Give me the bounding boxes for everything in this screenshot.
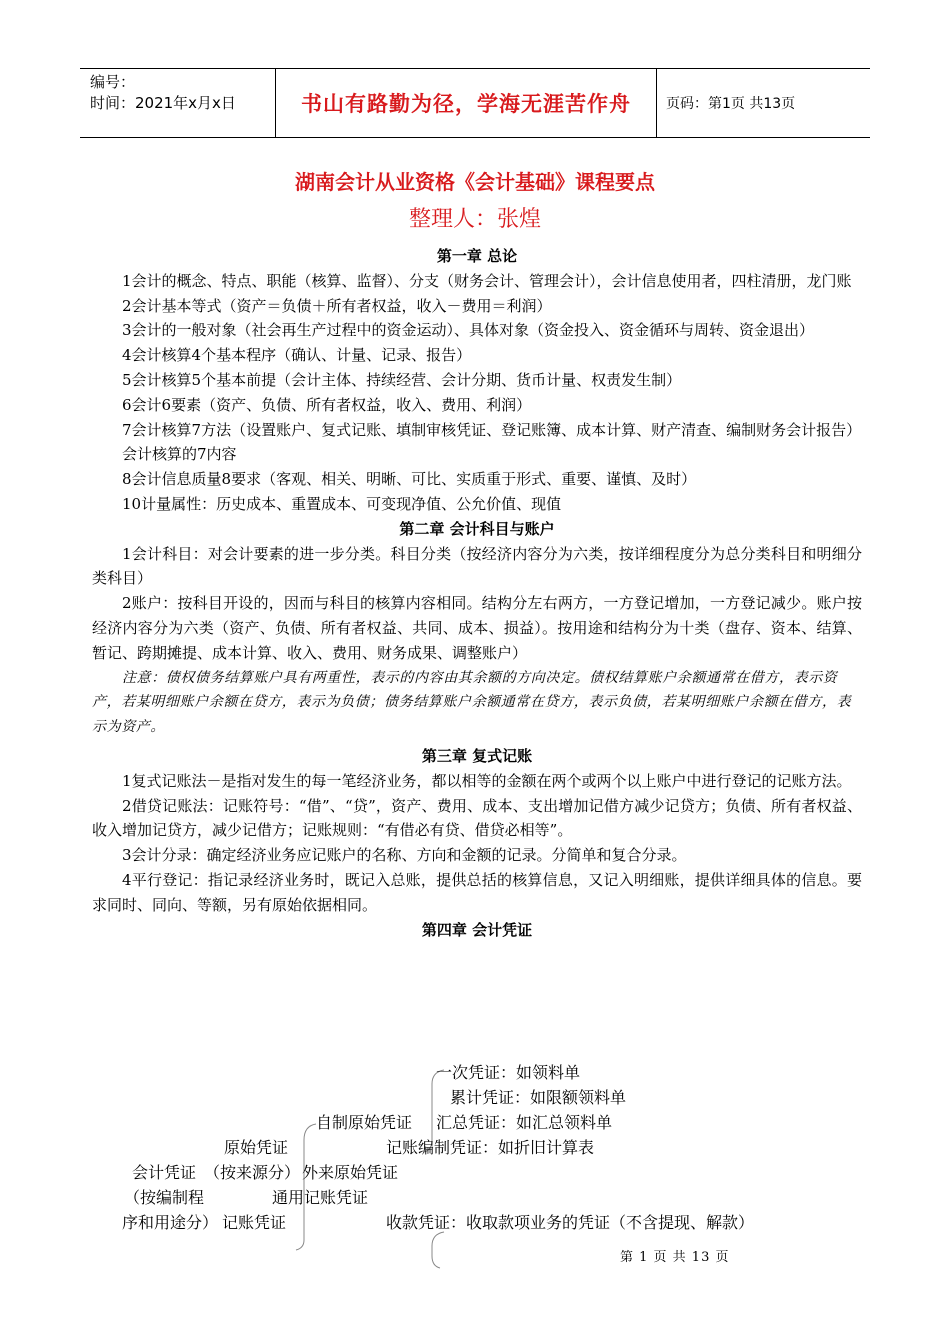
self-made-voucher: 自制原始凭证 [316,1113,413,1132]
general-voucher: 通用记账凭证 [272,1188,369,1207]
header-meta [80,69,276,137]
by-source-label: （按来源分） [204,1163,301,1182]
paragraph: 会计核算的7内容 [122,445,237,464]
document-body [92,244,862,942]
paragraph: 4平行登记：指记录经济业务时，既记入总账，提供总括的核算信息，又记入明细账，提供详细具体的信息。要求同时、同向、等额，另有原始依据相同。 [92,870,862,914]
receipt-voucher: 收款凭证：收取款项业务的凭证（不含提现、解款） [386,1213,755,1232]
paragraph: 2会计基本等式（资产＝负债＋所有者权益，收入－费用＝利润） [122,296,552,315]
paragraph: 8会计信息质量8要求（客观、相关、明晰、可比、实质重于形式、重要、谨慎、及时） [122,470,697,489]
bracket-self-made [424,1070,444,1152]
paragraph: 10计量属性：历史成本、重置成本、可变现净值、公允价值、现值 [122,494,562,513]
paragraph: 4会计核算4个基本程序（确认、计量、记录、报告） [122,346,472,365]
root-label-line-2: （按编制程 [124,1188,205,1207]
time-label: 时间：2021年x月x日 [90,94,236,112]
root-label-line-3: 序和用途分） [122,1213,219,1232]
page-header [80,68,870,138]
bookkeeping-prep-voucher: 记账编制凭证：如折旧计算表 [386,1138,595,1157]
paragraph: 2账户：按科目开设的，因而与科目的核算内容相同。结构分左右两方，一方登记增加，一方登记减少。账户按经济内容分为六类（资产、负债、所有者权益、共同、成本、损益）。按用途和结构分为十类（盘存、资本、结算、暂记、跨期摊提、成本计算、收入、费用、财务成果、调整账户） [92,594,862,662]
paragraph: 7会计核算7方法（设置账户、复式记账、填制审核凭证、登记账簿、成本计算、财产清查、编制财务会计报告） [122,420,862,439]
document-author: 整理人：张煌 [408,207,541,232]
paragraph: 3会计分录：确定经济业务应记账户的名称、方向和金额的记录。分简单和复合分录。 [122,846,687,865]
original-voucher: 原始凭证 [224,1138,289,1157]
recording-voucher: 记账凭证 [222,1213,287,1232]
page-footer: 第 1 页 共 13 页 [620,1250,730,1265]
paragraph: 3会计的一般对象（社会再生产过程中的资金运动）、具体对象（资金投入、资金循环与周转、资金退出） [122,321,815,340]
bracket-original [296,1124,316,1250]
summary-voucher: 汇总凭证：如汇总领料单 [436,1113,613,1132]
document-title: 湖南会计从业资格《会计基础》课程要点 [295,170,655,194]
paragraph: 6会计6要素（资产、负债、所有者权益，收入、费用、利润） [122,395,532,414]
paragraph: 1会计的概念、特点、职能（核算、监督）、分支（财务会计、管理会计），会计信息使用者，四柱清册，龙门账 [122,271,852,290]
external-voucher: 外来原始凭证 [302,1163,399,1182]
chapter-2-title: 第二章 会计科目与账户 [399,519,555,538]
header-page-info: 页码：第1页 共13页 [666,96,796,112]
chapter-1-title: 第一章 总论 [436,247,518,265]
root-label-line-1: 会计凭证 [132,1163,197,1182]
chapter-4-title: 第四章 会计凭证 [421,920,533,939]
paragraph: 2借贷记账法：记账符号：“借”、“贷”，资产、费用、成本、支出增加记借方减少记贷方；负债、所有者权益、收入增加记贷方，减少记借方；记账规则：“有借必有贷、借贷必相等”。 [92,796,862,840]
bracket-recording [432,1232,444,1268]
cumulative-voucher: 累计凭证：如限额领料单 [450,1088,627,1107]
number-label: 编号： [90,73,136,91]
one-time-voucher: 一次凭证：如领料单 [436,1063,581,1082]
paragraph: 1会计科目：对会计要素的进一步分类。科目分类（按经济内容分为六类，按详细程度分为总分类科目和明细分类科目） [92,544,862,588]
paragraph: 1复式记账法－是指对发生的每一笔经济业务，都以相等的金额在两个或两个以上账户中进行登记的记账方法。 [122,771,852,790]
paragraph: 5会计核算5个基本前提（会计主体、持续经营、会计分期、货币计量、权责发生制） [122,370,682,389]
note-paragraph: 注意：债权债务结算账户具有两重性，表示的内容由其余额的方向决定。债权结算账户余额通常在借方，表示资产，若某明细账户余额在贷方，表示为负债；债务结算账户余额通常在贷方，表示负债，若某明细账户余额在借方，表示为资产。 [92,669,852,736]
header-motto: 书山有路勤为径，学海无涯苦作舟 [276,69,657,137]
chapter-3-title: 第三章 复式记账 [421,746,533,765]
